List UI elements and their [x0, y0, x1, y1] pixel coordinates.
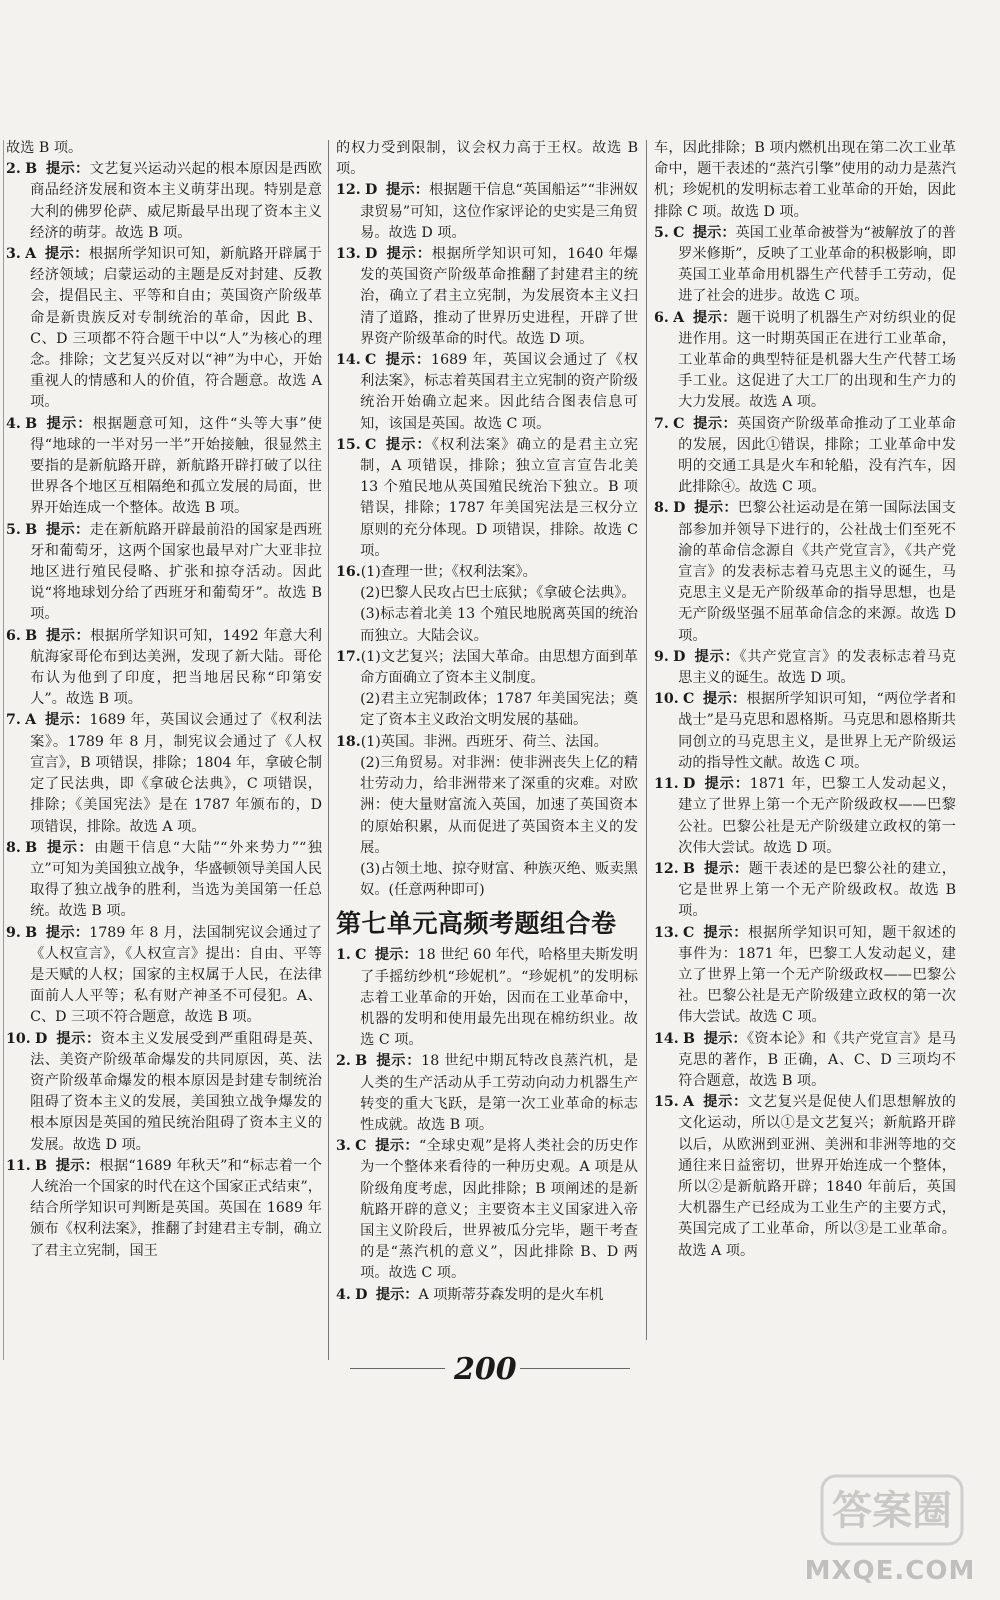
hint-label: 提示：: [693, 500, 738, 517]
question-number: 2.: [336, 1053, 351, 1070]
answer-item: [336, 583, 638, 604]
answer-letter: B: [34, 1157, 47, 1174]
answer-item: [654, 138, 956, 223]
column-2-answers: [336, 138, 638, 901]
hint-label: 提示：: [45, 924, 90, 941]
answer-item: [336, 562, 638, 583]
column-3: [654, 138, 956, 1262]
explanation-text: 根据所学知识可知，1640 年爆发的英国资产阶级革命推翻了封建君主的统治，确立了君主立宪制，为发展资本主义扫清了道路，推动了世界历史进程，开辟了世界资产阶级革命的时代。故选 D 项。: [360, 246, 638, 347]
watermark-site: MXQE.COM: [804, 1556, 976, 1586]
answer-letter: C: [364, 436, 377, 453]
question-number: 10.: [6, 1030, 31, 1047]
answer-letter: C: [673, 415, 685, 432]
answer-item: [654, 689, 956, 774]
explanation-text: 根据所学知识可知，1492 年意大利航海家哥伦布到达美洲，发现了新大陆。哥伦布认为他到了印度，把当地居民称“印第安人”。故选 B 项。: [30, 627, 322, 708]
explanation-text: (1)文艺复兴；法国大革命。由思想方面到革命方面确立了资本主义制度。: [360, 648, 638, 687]
answer-item: [336, 1051, 638, 1136]
question-number: 2.: [6, 161, 21, 178]
column-2: [336, 138, 638, 1306]
explanation-text: 18 世纪 60 年代，哈格里夫斯发明了手摇纺纱机“珍妮机”。“珍妮机”的发明标志着工业革命的开始，因而在工业革命中，机器的发明和使用最先出现在棉纺织业。故选 C 项。: [360, 947, 638, 1049]
explanation-text: (2)巴黎人民攻占巴士底狱；《拿破仑法典》。: [360, 585, 636, 602]
explanation-text: 《共产党宣言》的发表标志着马克思主义的诞生。故选 D 项。: [678, 648, 956, 687]
answer-item: [654, 414, 956, 499]
explanation-text: “全球史观”是将人类社会的历史作为一个整体来看待的一种历史观。A 项是从阶级角度考虑，因此排除；B 项阐述的是新航路开辟的意义；主要资本主义国家进入帝国主义阶段后，世界被瓜分完毕，题干考查的是“蒸汽机的意义”，因此排除 B、D 两项。故选 C 项。: [360, 1138, 638, 1282]
watermark-logo: [820, 1470, 970, 1550]
column-divider-2: [646, 140, 647, 1340]
answer-letter: B: [25, 415, 38, 432]
answer-letter: B: [25, 161, 38, 178]
explanation-text: 走在新航路开辟最前沿的国家是西班牙和葡萄牙，这两个国家也最早对广大亚非拉地区进行殖民侵略、扩张和掠夺活动。因此说“将地球划分给了西班牙和葡萄牙”。故选 B 项。: [30, 521, 322, 623]
question-number: 5.: [654, 224, 669, 241]
answer-item: [654, 1029, 956, 1093]
explanation-text: 根据题意可知，这件“头等大事”使得“地球的一半对另一半”开始接触，很显然主要指的是新航路开辟，新航路开辟打破了以往世界各个地区互相隔绝和孤立发展的局面，世界开始连成一个整体。故选 B 项。: [30, 415, 322, 517]
column-1: [6, 138, 322, 1262]
answer-letter: C: [355, 947, 367, 964]
question-number: 8.: [6, 839, 21, 856]
answer-letter: C: [364, 352, 377, 369]
hint-label: 提示：: [55, 1030, 101, 1047]
hint-label: 提示：: [692, 415, 738, 432]
explanation-text: 资本主义发展受到严重阻碍是英、法、美资产阶级革命爆发的共同原因，英、法资产阶级革命爆发的根本原因是封建专制统治阻碍了资本主义的发展，美国独立战争爆发的根本原因是英国的殖民统治阻碍了资本主义的发展。故选 D 项。: [30, 1030, 322, 1153]
answer-letter: C: [682, 924, 695, 941]
answer-letter: D: [364, 182, 378, 199]
explanation-text: 根据题干信息“英国船运”“非洲奴隶贸易”可知，这位作家评论的史实是三角贸易。故选 D 项。: [360, 182, 638, 241]
explanation-text: 1871 年，巴黎工人发动起义，建立了世界上第一个无产阶级政权——巴黎公社。巴黎公社是无产阶级建立政权的第一次伟大尝试。故选 D 项。: [678, 776, 956, 856]
question-number: 13.: [336, 246, 361, 263]
question-number: 15.: [336, 436, 361, 453]
answer-item: [336, 689, 638, 731]
answer-letter: B: [25, 521, 38, 538]
answer-letter: B: [682, 860, 695, 877]
explanation-text: 英国资产阶级革命推动了工业革命的发展，因此①错误，排除；工业革命中发明的交通工具是火车和轮船，没有汽车，因此排除④。故选 C 项。: [678, 415, 956, 496]
hint-label: 提示：: [703, 1030, 747, 1047]
left-margin-rule: [3, 140, 4, 1360]
answer-item: [336, 435, 638, 562]
question-number: 9.: [6, 924, 21, 941]
explanation-text: 题干说明了机器生产对纺织业的促进作用。这一时期英国正在进行工业革命，工业革命的典型特征是机器大生产代替工场手工业。这促进了大工厂的出现和生产力的大力发展。故选 A 项。: [678, 309, 956, 411]
question-number: 10.: [654, 691, 679, 708]
hint-label: 提示：: [374, 1138, 419, 1155]
explanation-text: 由题干信息“大陆”“外来势力”“独立”可知为美国独立战争，华盛顿领导美国人民取得了独立战争的胜利，当选为美国第一任总统。故选 B 项。: [30, 839, 322, 920]
hint-label: 提示：: [45, 161, 90, 178]
question-number: 4.: [336, 1286, 351, 1303]
explanation-text: (2)君主立宪制政体；1787 年美国宪法；奠定了资本主义政治文明发展的基础。: [360, 691, 638, 729]
answer-item: [336, 138, 638, 180]
answer-item: [654, 647, 956, 689]
column-divider-1: [328, 140, 329, 1360]
question-number: 14.: [336, 352, 361, 369]
explanation-text: 1689 年，英国议会通过了《权利法案》。1789 年 8 月，制宪议会通过了《人权宣言》，B 项错误，排除；1804 年，拿破仑制定了民法典，即《拿破仑法典》，C 项错误，排除；《美国宪法》是在 1787 年颁布的，D 项错误，排除。故选 A 项。: [30, 712, 322, 835]
section-title: 第七单元高频考题组合卷: [336, 909, 617, 939]
hint-label: 提示：: [702, 924, 749, 941]
hint-label: 提示：: [692, 224, 736, 241]
answer-item: [654, 498, 956, 646]
question-number: 6.: [6, 627, 21, 644]
question-number: 12.: [336, 182, 361, 199]
explanation-text: 《权利法案》确立的是君主立宪制，A 项错误，排除；独立宣言宣告北美 13 个殖民地从英国殖民统治下独立。B 项错误，排除；1787 年美国宪法是三权分立原则的充分体现。D 项错误，排除。故选 C 项。: [360, 436, 638, 559]
answer-item: [6, 520, 322, 626]
hint-label: 提示：: [385, 182, 430, 199]
answer-item: [336, 1136, 638, 1284]
explanation-text: 《资本论》和《共产党宣言》是马克思的著作，B 正确，A、C、D 三项均不符合题意，故选 B 项。: [678, 1030, 956, 1089]
explanation-text: 故选 B 项。: [6, 140, 83, 156]
question-number: 3.: [336, 1138, 351, 1155]
explanation-text: A 项斯蒂芬森发明的是火车机: [418, 1286, 604, 1303]
answer-letter: D: [682, 776, 696, 793]
hint-label: 提示：: [374, 947, 418, 964]
answer-item: [654, 923, 956, 1029]
answer-item: [6, 1156, 322, 1262]
answer-item: [336, 350, 638, 435]
question-number: 5.: [6, 521, 21, 538]
answer-letter: A: [25, 712, 37, 729]
question-number: 15.: [654, 1094, 679, 1111]
explanation-text: 1689 年，英国议会通过了《权利法案》，标志着英国君主立宪制的资产阶级统治开始确立起来。因此结合图表信息可知，该国是英国。故选 C 项。: [360, 352, 638, 432]
explanation-text: 巴黎公社运动是在第一国际法国支部参加并领导下进行的，公社战士们至死不渝的革命信念源自《共产党宣言》，《共产党宣言》的发表标志着马克思主义的诞生，马克思主义是无产阶级革命的指导思想，也是无产阶级坚强不屈革命信念的来源。故选 D 项。: [678, 500, 956, 644]
answer-letter: D: [364, 246, 378, 263]
answer-letter: D: [673, 648, 686, 665]
answer-item: [654, 308, 956, 414]
answer-item: [336, 244, 638, 350]
hint-label: 提示：: [45, 521, 90, 538]
question-number: 13.: [654, 924, 679, 941]
hint-label: 提示：: [44, 246, 89, 263]
hint-label: 提示：: [384, 436, 432, 453]
answer-item: [336, 604, 638, 646]
answer-item: [6, 710, 322, 837]
hint-label: 提示：: [385, 246, 432, 263]
question-number: 11.: [6, 1157, 31, 1174]
answer-item: [654, 223, 956, 308]
answer-item: [6, 1029, 322, 1156]
question-number: 4.: [6, 415, 21, 432]
hint-label: 提示：: [703, 860, 749, 877]
explanation-text: 的权力受到限制，议会权力高于王权。故选 B 项。: [336, 140, 638, 178]
hint-label: 提示：: [702, 1094, 748, 1111]
answer-item: [336, 945, 638, 1051]
hint-label: 提示：: [55, 1157, 100, 1174]
explanation-text: (1)查理一世；《权利法案》。: [360, 564, 537, 581]
hint-label: 提示：: [375, 1053, 422, 1070]
question-number: 9.: [654, 648, 669, 665]
question-number: 11.: [654, 776, 679, 793]
column-2-unit-seven-answers: [336, 945, 638, 1305]
explanation-text: 根据所学知识可知，新航路开辟属于经济领域；启蒙运动的主题是反对封建、反教会，提倡民主、平等和自由；英国资产阶级革命是新贵族反对专制统治的革命，因此 B、C、D 三项都不符合题干中以“人”为核心的理念。排除；文艺复兴反对以“神”为中心，开始重视人的情感和人的价值，符合题意。故选 A 项。: [30, 246, 322, 411]
answer-item: [336, 732, 638, 753]
explanation-text: 根据所学知识可知，题干叙述的事件为：1871 年，巴黎工人发动起义，建立了世界上第一个无产阶级政权——巴黎公社。巴黎公社是无产阶级建立政权的第一次伟大尝试。故选 C 项。: [678, 924, 956, 1026]
answer-letter: D: [355, 1286, 368, 1303]
answer-item: [336, 753, 638, 859]
answer-item: [6, 414, 322, 520]
answer-item: [6, 244, 322, 414]
hint-label: 提示：: [375, 1286, 419, 1303]
page-number: 200: [454, 1352, 517, 1387]
explanation-text: (3)标志着北美 13 个殖民地脱离英国的统治而独立。大陆会议。: [360, 606, 638, 644]
hint-label: 提示：: [692, 309, 737, 326]
answer-item: [6, 138, 322, 159]
question-number: 7.: [654, 415, 669, 432]
explanation-text: 英国工业革命被誉为“被解放了的普罗米修斯”，反映了工业革命的积极影响，即英国工业革命用机器生产代替手工劳动，促进了社会的进步。故选 C 项。: [678, 224, 956, 305]
question-number: 1.: [336, 947, 351, 964]
question-number: 12.: [654, 860, 679, 877]
answer-letter: B: [355, 1053, 368, 1070]
question-number: 18.: [336, 733, 361, 750]
answer-letter: B: [25, 839, 38, 856]
answer-letter: B: [25, 924, 38, 941]
answer-letter: D: [673, 500, 686, 517]
answer-item: [336, 647, 638, 689]
explanation-text: 车，因此排除；B 项内燃机出现在第二次工业革命中，题干表述的“蒸汽引擎”使用的动力是蒸汽机；珍妮机的发明标志着工业革命的开始，因此排除 C 项。故选 D 项。: [654, 140, 956, 220]
answer-item: [336, 180, 638, 244]
question-number: 3.: [6, 246, 21, 263]
page-number-rule-right: [520, 1368, 630, 1369]
question-number: 8.: [654, 500, 669, 517]
answer-item: [654, 859, 956, 923]
explanation-text: 文艺复兴运动兴起的根本原因是西欧商品经济发展和资本主义萌芽出现。特别是意大利的佛罗伦萨、威尼斯最早出现了资本主义经济的萌芽。故选 B 项。: [30, 161, 322, 241]
question-number: 6.: [654, 309, 669, 326]
answer-item: [654, 1092, 956, 1262]
explanation-text: 文艺复兴是促使人们思想解放的文化运动，所以①是文艺复兴；新航路开辟以后，从欧洲到亚洲、美洲和非洲等地的交通往来日益密切，世界开始连成一个整体，所以②是新航路开辟；1840 年前后，英国大机器生产已经成为工业生产的主要方式，英国完成了工业革命，所以③是工业革命。故选 A 项。: [678, 1094, 956, 1259]
answer-letter: B: [25, 627, 38, 644]
explanation-text: (2)三角贸易。对非洲：使非洲丧失上亿的精壮劳动力，给非洲带来了深重的灾难。对欧洲：使大量财富流入英国，加速了英国资本的原始积累，从而促进了英国资本主义的发展。: [360, 754, 638, 856]
answer-item: [6, 159, 322, 244]
hint-label: 提示：: [45, 839, 95, 856]
question-number: 14.: [654, 1030, 679, 1047]
explanation-text: (1)英国。非洲。西班牙、荷兰、法国。: [360, 733, 608, 750]
question-number: 16.: [336, 564, 361, 581]
answer-letter: D: [34, 1030, 48, 1047]
explanation-text: (3)占领土地、掠夺财富、种族灭绝、贩卖黑奴。(任意两种即可): [360, 860, 638, 899]
answer-item: [654, 774, 956, 859]
explanation-text: 根据“1689 年秋天”和“标志着一个人统治一个国家的时代在这个国家正式结束”，结合所学知识可判断是英国。英国在 1689 年颁布《权利法案》，推翻了封建君主专制，确立了君主立宪制，国王: [30, 1157, 322, 1259]
answer-item: [6, 838, 322, 923]
explanation-text: 题干表述的是巴黎公社的建立，它是世界上第一个无产阶级政权。故选 B 项。: [678, 860, 956, 920]
page-number-rule-left: [350, 1368, 445, 1369]
explanation-text: 根据所学知识可知，“两位学者和战士”是马克思和恩格斯。马克思和恩格斯共同创立的马克思主义，是世界上无产阶级运动的指导性文献。故选 C 项。: [678, 691, 956, 771]
watermark: [790, 1460, 990, 1590]
explanation-text: 1789 年 8 月，法国制宪议会通过了《人权宣言》，《人权宣言》提出：自由、平等是天赋的人权；国家的主权属于人民，在法律面前人人平等；私有财产神圣不可侵犯。A、C、D 三项不符合题意，故选 B 项。: [30, 924, 322, 1026]
question-number: 17.: [336, 648, 361, 665]
hint-label: 提示：: [384, 352, 432, 369]
watermark-logo-text: 答案圈: [832, 1488, 952, 1534]
hint-label: 提示：: [45, 415, 93, 432]
answer-letter: B: [682, 1030, 695, 1047]
answer-letter: A: [682, 1094, 694, 1111]
answer-item: [6, 626, 322, 711]
answer-item: [336, 859, 638, 901]
hint-label: 提示：: [703, 776, 750, 793]
answer-item: [336, 1285, 638, 1306]
answer-letter: A: [673, 309, 685, 326]
hint-label: 提示：: [45, 627, 91, 644]
answer-letter: C: [673, 224, 685, 241]
question-number: 7.: [6, 712, 21, 729]
answer-letter: C: [682, 691, 695, 708]
hint-label: 提示：: [702, 691, 747, 708]
answer-letter: A: [25, 246, 37, 263]
answer-item: [6, 923, 322, 1029]
hint-label: 提示：: [44, 712, 90, 729]
hint-label: 提示：: [693, 648, 740, 665]
explanation-text: 18 世纪中期瓦特改良蒸汽机，是人类的生产活动从手工劳动向动力机器生产转变的重大飞跃，是第一次工业革命的标志性成就。故选 B 项。: [360, 1053, 638, 1133]
answer-letter: C: [355, 1138, 367, 1155]
